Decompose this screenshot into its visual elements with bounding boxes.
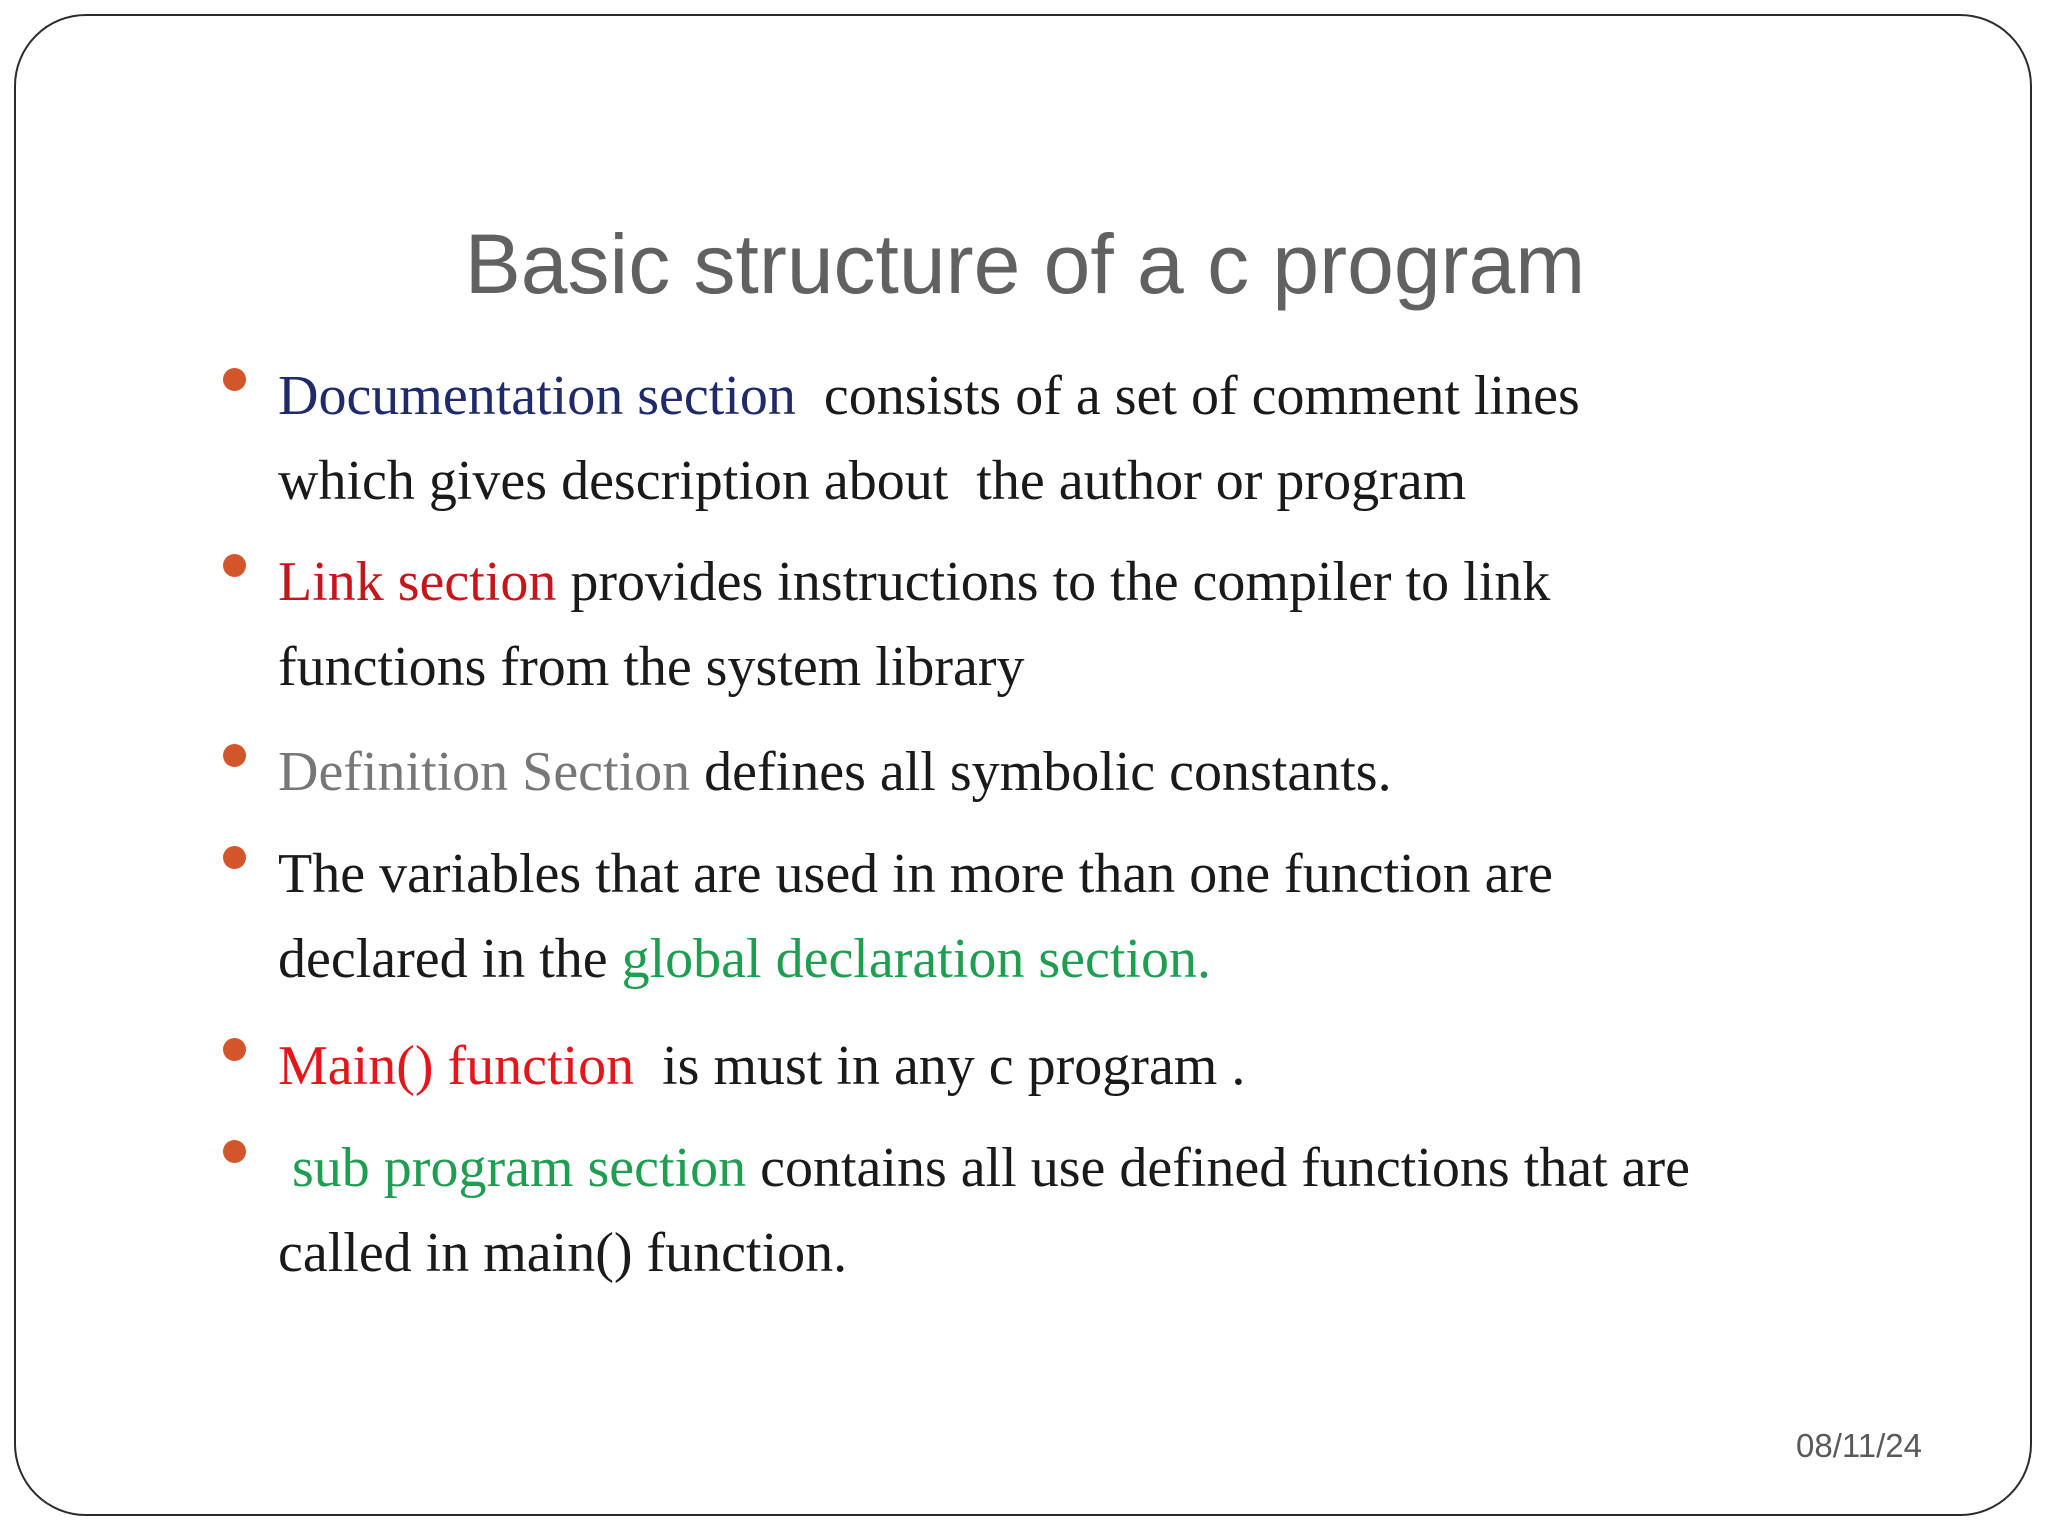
bullet-text (278, 1024, 1898, 1109)
bullet-line2-prefix: declared in the (278, 928, 622, 990)
slide-frame (14, 14, 2032, 1516)
bullet-text (278, 730, 1898, 815)
slide-date: 08/11/24 (1795, 1427, 1922, 1464)
bullet-line2: functions from the system library (278, 636, 1025, 698)
bullet-line1-rest: contains all use defined functions that are (746, 1137, 1691, 1199)
bullet-text (278, 354, 1898, 524)
highlight-documentation-section: Documentation section (278, 365, 796, 427)
bullet-dot (223, 368, 246, 391)
highlight-definition-section: Definition Section (278, 741, 691, 803)
highlight-sub-program-section: sub program section (278, 1137, 747, 1199)
bullet-line2: called in main() function. (278, 1222, 848, 1284)
bullet-list (16, 16, 2034, 1518)
bullet-dot (223, 744, 246, 767)
bullet-dot (223, 1038, 246, 1061)
highlight-main-function: Main() function (278, 1035, 635, 1097)
highlight-link-section: Link section (278, 551, 557, 613)
bullet-line2: which gives description about the author or program (278, 450, 1467, 512)
bullet-dot (223, 846, 246, 869)
bullet-line1-rest: is must in any c program . (634, 1035, 1246, 1097)
bullet-text (278, 1126, 1898, 1296)
bullet-line1-rest: defines all symbolic constants. (690, 741, 1392, 803)
highlight-global-declaration-section: global declaration section. (621, 928, 1211, 990)
slide-title: Basic structure of a c program (464, 217, 1586, 311)
bullet-dot (223, 554, 246, 577)
bullet-line1-rest: consists of a set of comment lines (795, 365, 1580, 427)
bullet-dot (223, 1140, 246, 1163)
bullet-text (278, 540, 1898, 710)
bullet-line1-rest: provides instructions to the compiler to link (556, 551, 1551, 613)
bullet-text (278, 832, 1898, 1002)
bullet-line1: The variables that are used in more than one function are (278, 843, 1554, 905)
